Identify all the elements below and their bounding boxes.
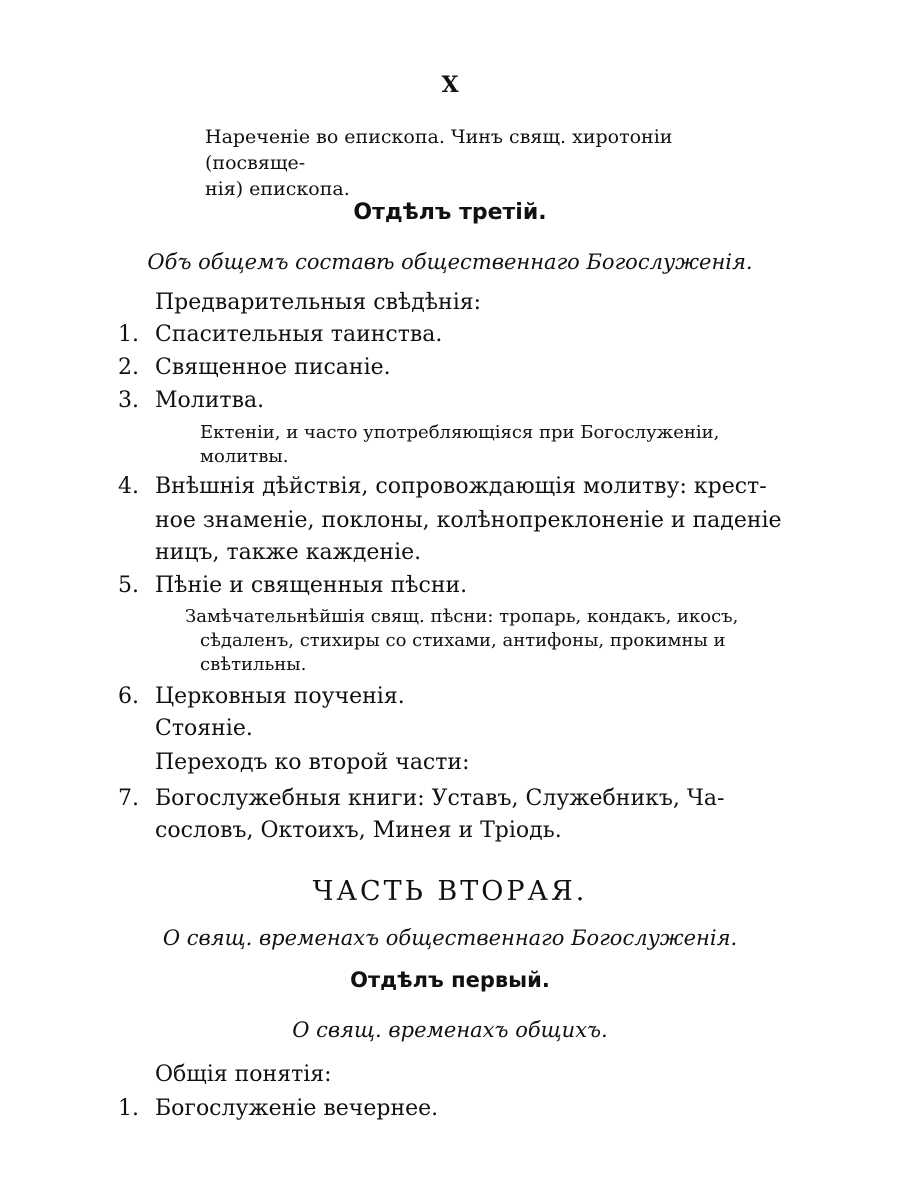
item-4-line-2: ное знаменіе, поклоны, колѣнопреклоненіе и паденіе: [155, 508, 782, 533]
item-4-line-1: Внѣшнія дѣйствія, сопровождающія молитву: крест-: [155, 474, 767, 499]
item-2-number: 2.: [118, 355, 139, 380]
part-2-section-1-subtitle: О свящ. временахъ общихъ.: [292, 1018, 608, 1042]
item-4-number: 4.: [118, 474, 139, 499]
part-2-title: ЧАСТЬ ВТОРАЯ.: [312, 876, 588, 907]
part-2-item-1-number: 1.: [118, 1096, 139, 1121]
item-5-note-line-1: Замѣчательнѣйшія свящ. пѣсни: тропарь, кондакъ, икосъ,: [185, 606, 739, 627]
preliminary-heading: Предварительныя свѣдѣнія:: [155, 290, 482, 315]
section-3-subtitle: Объ общемъ составѣ общественнаго Богослуженія.: [147, 250, 753, 274]
item-6-text: Церковныя поученія.: [155, 684, 405, 709]
item-7-number: 7.: [118, 786, 139, 811]
section-3-title: Отдѣлъ третій.: [353, 200, 547, 225]
item-6-number: 6.: [118, 684, 139, 709]
item-5-text: Пѣніе и священныя пѣсни.: [155, 573, 468, 598]
item-5-note-line-2: сѣдаленъ, стихиры со стихами, антифоны, прокимны и: [200, 630, 726, 651]
item-3-number: 3.: [118, 388, 139, 413]
intro-line-1: Нареченіе во епископа. Чинъ свящ. хиротоніи (посвяще-: [205, 126, 673, 174]
transition-line: Переходъ ко второй части:: [155, 750, 470, 775]
item-3-text: Молитва.: [155, 388, 265, 413]
item-3-note-line-1: Ектеніи, и часто употребляющіяся при Богослуженіи,: [200, 422, 720, 443]
intro-paragraph: [205, 124, 765, 202]
item-1-text: Спасительныя таинства.: [155, 322, 443, 347]
item-5-note-line-3: свѣтильны.: [200, 654, 307, 675]
item-7-line-2: сословъ, Октоихъ, Минея и Тріодь.: [155, 818, 562, 843]
page-number: X: [441, 72, 459, 98]
part-2-section-1-title: Отдѣлъ первый.: [350, 968, 550, 992]
item-4-line-3: ницъ, также кажденіе.: [155, 540, 422, 565]
item-7-line-1: Богослужебныя книги: Уставъ, Служебникъ, Ча-: [155, 786, 725, 811]
item-3-note-line-2: молитвы.: [200, 446, 289, 467]
item-5-number: 5.: [118, 573, 139, 598]
general-concepts-heading: Общія понятія:: [155, 1062, 332, 1087]
intro-line-2: нія) епископа.: [205, 178, 350, 200]
standing-line: Стояніе.: [155, 716, 253, 741]
item-2-text: Священное писаніе.: [155, 355, 391, 380]
part-2-item-1-text: Богослуженіе вечернее.: [155, 1096, 439, 1121]
part-2-subtitle: О свящ. временахъ общественнаго Богослуженія.: [162, 926, 738, 950]
item-1-number: 1.: [118, 322, 139, 347]
